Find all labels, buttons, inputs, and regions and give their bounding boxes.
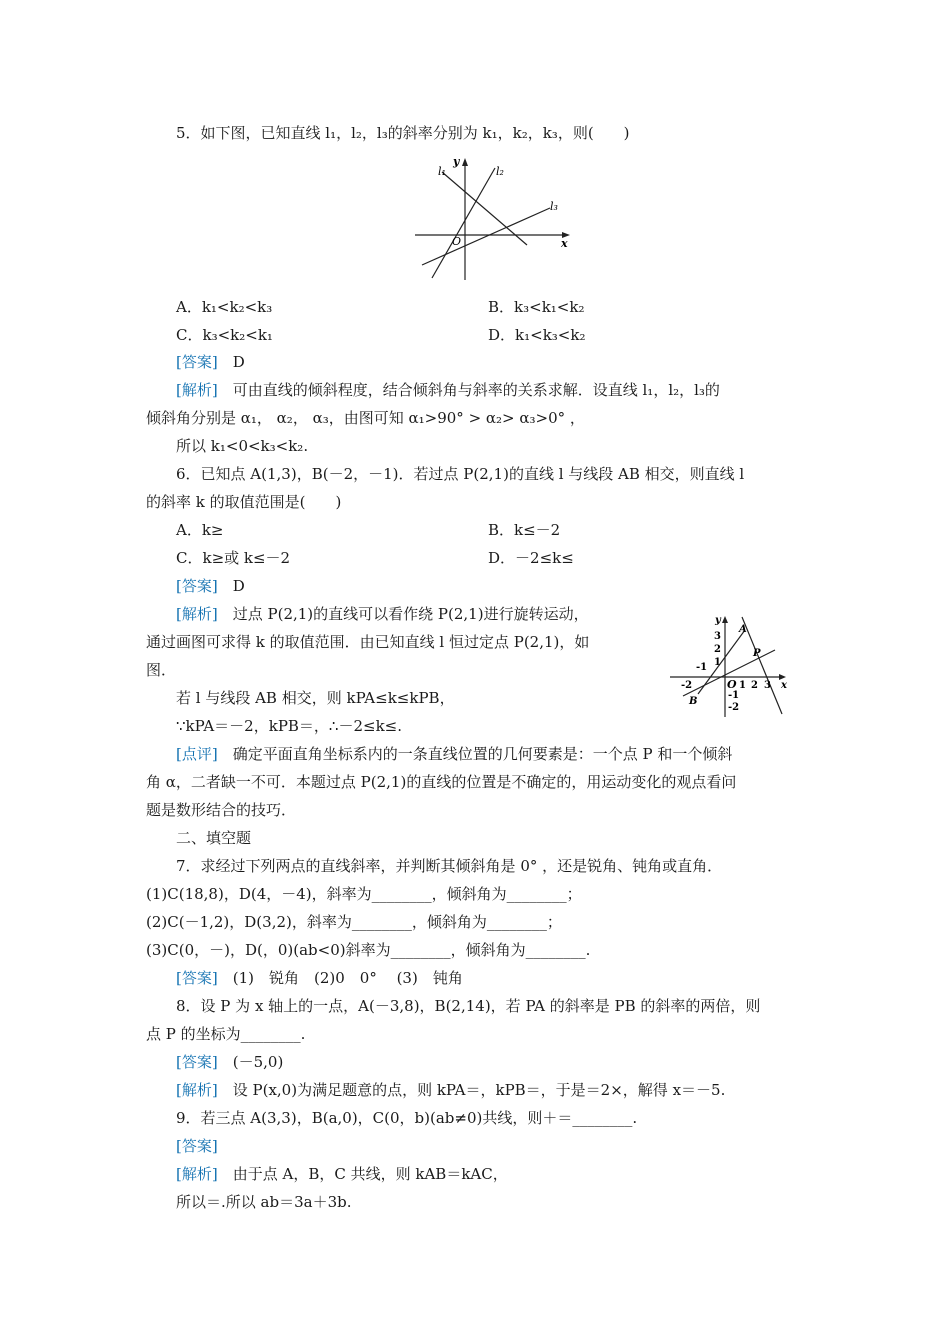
analysis-tag: [解析]	[176, 1081, 218, 1099]
q6-tick-y-m1: -1	[728, 690, 740, 701]
answer-tag: [答案]	[176, 1053, 218, 1071]
q6-origin-label: O	[727, 678, 737, 691]
q6-y-arrow	[722, 616, 728, 623]
q6-option-d: D．－2≤k≤	[488, 549, 574, 567]
analysis-tag: [解析]	[176, 381, 218, 399]
q6-tick-y-m2: -2	[728, 702, 740, 713]
q9-stem: 9．若三点 A(3,3)，B(a,0)，C(0，b)(ab≠0)共线，则＋＝________.	[176, 1109, 638, 1127]
q5-origin-label: O	[452, 235, 462, 248]
q9-analysis-line2: 所以＝.所以 ab＝3a＋3b.	[176, 1193, 352, 1211]
q8-stem-line1: 8．设 P 为 x 轴上的一点，A(－3,8)，B(2,14)，若 PA 的斜率是 PB 的斜率的两倍，则	[176, 997, 761, 1015]
q6-option-a: A．k≥	[176, 521, 224, 539]
analysis-tag: [解析]	[176, 605, 218, 623]
q7-answer-row	[176, 968, 463, 988]
q6-tick-x-m1: -1	[696, 662, 708, 673]
q7-part3: (3)C(0，－)，D(，0)(ab<0)斜率为________，倾斜角为________.	[146, 941, 591, 959]
q6-comment-text1: 确定平面直角坐标系内的一条直线位置的几何要素是：一个点 P 和一个倾斜	[232, 745, 733, 763]
q5-analysis-line2: 倾斜角分别是 α₁， α₂， α₃，由图可知 α₁>90° > α₂> α₃>0° ，	[146, 409, 585, 427]
q6-tick-y-2: 2	[714, 644, 721, 655]
q8-answer-row	[176, 1052, 283, 1072]
q8-answer: (－5,0)	[232, 1053, 284, 1071]
q6-analysis-line4: 若 l 与线段 AB 相交，则 kPA≤k≤kPB，	[176, 689, 455, 707]
q5-line-l3	[422, 208, 550, 265]
q6-analysis-line5: ∵kPA＝－2，kPB＝，∴－2≤k≤.	[176, 717, 403, 735]
q5-analysis-line1	[176, 380, 720, 400]
analysis-tag: [解析]	[176, 1165, 218, 1183]
q6-point-p-label: P	[753, 648, 761, 659]
q5-answer: D	[232, 353, 245, 371]
q8-analysis: 设 P(x,0)为满足题意的点，则 kPA＝，kPB＝，于是＝2×，解得 x＝－5.	[232, 1081, 726, 1099]
q9-answer-row	[176, 1136, 218, 1156]
q6-option-c: C．k≥或 k≤－2	[176, 549, 291, 567]
q5-x-label: x	[561, 237, 568, 250]
q5-l2-label: l₂	[496, 165, 504, 178]
answer-tag: [答案]	[176, 353, 218, 371]
q6-option-b: B．k≤－2	[488, 521, 561, 539]
q6-stem-line1: 6．已知点 A(1,3)，B(－2，－1)．若过点 P(2,1)的直线 l 与线段 AB 相交，则直线 l	[176, 465, 745, 483]
q5-option-a: A．k₁<k₂<k₃	[176, 298, 273, 316]
q6-analysis-line3: 图．	[146, 661, 177, 679]
q6-tick-x-3: 3	[764, 680, 771, 691]
q6-figure	[665, 612, 795, 722]
q5-line-l2	[432, 168, 495, 278]
q6-answer: D	[232, 577, 245, 595]
q5-answer-row	[176, 352, 245, 372]
q8-analysis-row	[176, 1080, 725, 1100]
comment-tag: [点评]	[176, 745, 218, 763]
q6-y-label: y	[715, 615, 721, 626]
q6-tick-x-2: 2	[751, 680, 758, 691]
q6-line-pa	[742, 617, 782, 714]
q7-answer: (1) 锐角 (2)0 0° (3) 钝角	[232, 969, 463, 987]
q6-x-label: x	[781, 680, 787, 691]
q9-analysis-text1: 由于点 A，B，C 共线，则 kAB＝kAC，	[232, 1165, 508, 1183]
answer-tag: [答案]	[176, 969, 218, 987]
q6-comment-line2: 角 α，二者缺一不可．本题过点 P(2,1)的直线的位置是不确定的，用运动变化的观点看问	[146, 773, 737, 791]
q5-stem: 5．如下图，已知直线 l₁，l₂，l₃的斜率分别为 k₁，k₂，k₃，则( )	[176, 124, 630, 142]
q6-analysis-line2: 通过画图可求得 k 的取值范围．由已知直线 l 恒过定点 P(2,1)，如	[146, 633, 590, 651]
q5-l3-label: l₃	[550, 200, 558, 213]
q7-part1: (1)C(18,8)，D(4，－4)，斜率为________，倾斜角为________；	[146, 885, 582, 903]
q5-y-arrow	[462, 158, 468, 166]
q6-answer-row	[176, 576, 245, 596]
q9-analysis-line1	[176, 1164, 508, 1184]
q5-l1-label: l₁	[438, 165, 446, 178]
section-title: 二、填空题	[176, 829, 252, 847]
q6-comment-line1	[176, 744, 732, 764]
q7-stem: 7．求经过下列两点的直线斜率，并判断其倾斜角是 0° ，还是锐角、钝角或直角．	[176, 857, 723, 875]
q5-y-label: y	[453, 155, 460, 168]
q6-analysis-line1	[176, 604, 589, 624]
q6-tick-x-1: 1	[739, 680, 746, 691]
q6-tick-y-1: 1	[714, 657, 721, 668]
q8-stem-line2: 点 P 的坐标为________.	[146, 1025, 306, 1043]
q6-point-b-label: B	[689, 696, 698, 707]
answer-tag: [答案]	[176, 577, 218, 595]
q6-tick-y-3: 3	[714, 631, 721, 642]
q5-figure	[410, 150, 580, 285]
q7-part2: (2)C(－1,2)，D(3,2)，斜率为________，倾斜角为________；	[146, 913, 562, 931]
q6-point-a-label: A	[739, 624, 747, 635]
q5-analysis-text1: 可由直线的倾斜程度，结合倾斜角与斜率的关系求解．设直线 l₁，l₂，l₃的	[232, 381, 720, 399]
q6-comment-line3: 题是数形结合的技巧．	[146, 801, 297, 819]
q5-analysis-line3: 所以 k₁<0<k₃<k₂.	[176, 437, 309, 455]
q6-stem-line2: 的斜率 k 的取值范围是( )	[146, 493, 342, 511]
q5-option-d: D．k₁<k₃<k₂	[488, 326, 586, 344]
answer-tag: [答案]	[176, 1137, 218, 1155]
q6-analysis-text1: 过点 P(2,1)的直线可以看作绕 P(2,1)进行旋转运动，	[232, 605, 589, 623]
q5-option-c: C．k₃<k₂<k₁	[176, 326, 273, 344]
q6-tick-x-m2: -2	[681, 680, 693, 691]
q5-option-b: B．k₃<k₁<k₂	[488, 298, 585, 316]
